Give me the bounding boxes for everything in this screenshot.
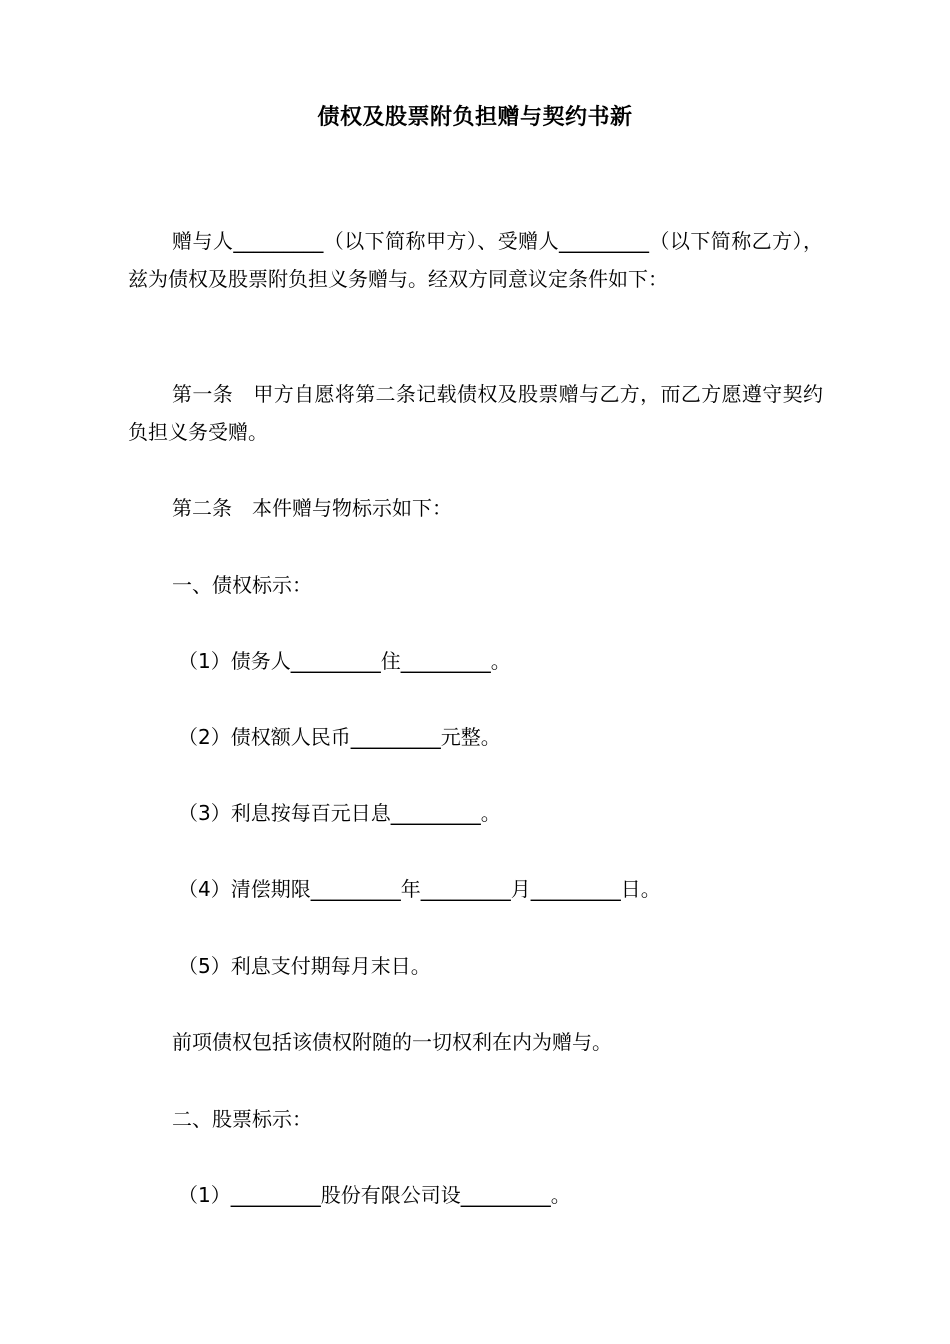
intro-paragraph: 赠与人_________（以下简称甲方）、受赠人_________（以下简称乙方），兹为债权及股票附负担义务赠与。经双方同意议定条件如下： — [128, 229, 823, 291]
section-1-item-4: （4）清偿期限_________年_________月_________日。 — [178, 877, 661, 901]
article-1: 第一条 甲方自愿将第二条记载债权及股票赠与乙方，而乙方愿遵守契约负担义务受赠。 — [128, 382, 823, 444]
section-2-heading: 二、股票标示： — [172, 1107, 312, 1131]
section-1-item-1: （1）债务人_________住_________。 — [178, 649, 511, 673]
section-2-item-1: （1）_________股份有限公司设_________。 — [178, 1183, 571, 1207]
document-title: 债权及股票附负担赠与契约书新 — [317, 105, 633, 130]
section-1-item-2: （2）债权额人民币_________元整。 — [178, 725, 501, 749]
article-2: 第二条 本件赠与物标示如下： — [172, 496, 452, 520]
section-1-note: 前项债权包括该债权附随的一切权利在内为赠与。 — [172, 1030, 612, 1054]
section-1-heading: 一、债权标示： — [172, 573, 312, 597]
section-1-item-3: （3）利息按每百元日息_________。 — [178, 801, 501, 825]
section-1-item-5: （5）利息支付期每月末日。 — [178, 954, 431, 978]
